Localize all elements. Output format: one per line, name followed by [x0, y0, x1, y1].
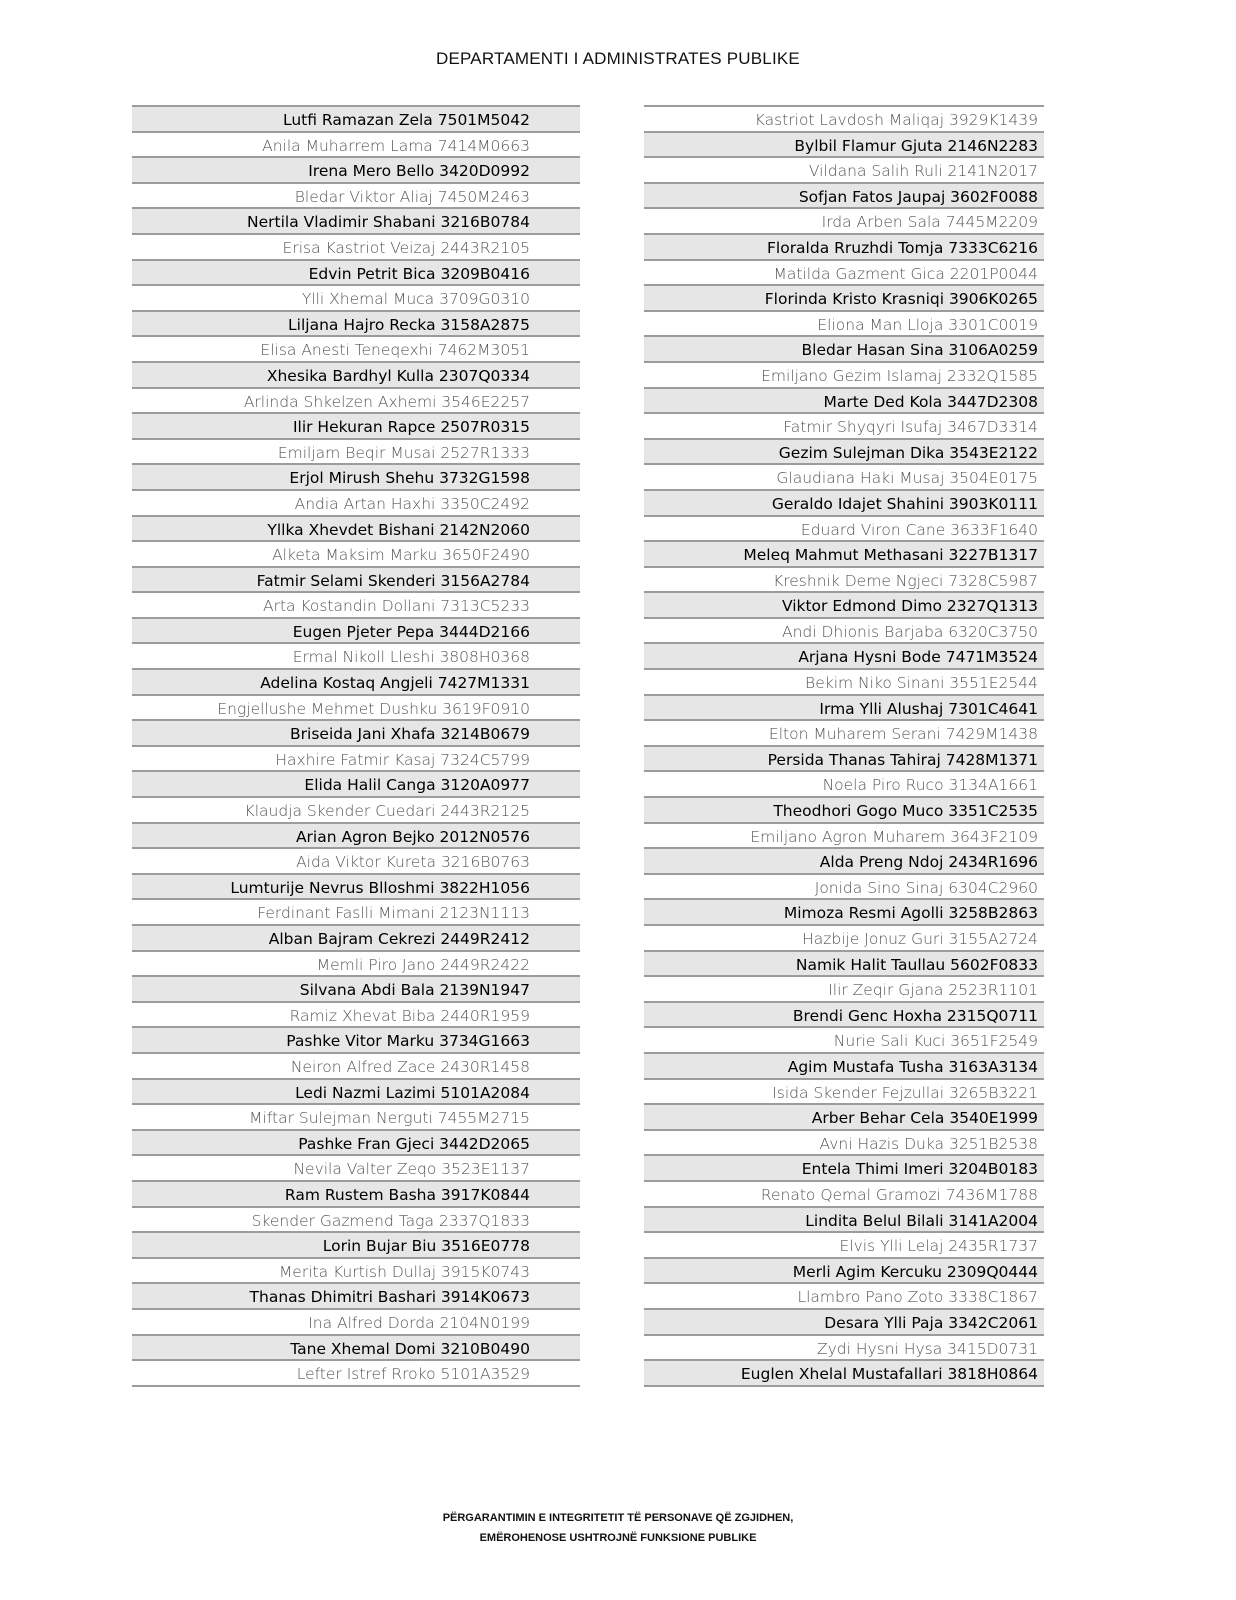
list-item: Meleq Mahmut Methasani 3227B1317 [644, 540, 1044, 566]
list-item: Alda Preng Ndoj 2434R1696 [644, 847, 1044, 873]
list-item: Bledar Viktor Aliaj 7450M2463 [132, 182, 580, 208]
list-item: Elvis Ylli Lelaj 2435R1737 [644, 1231, 1044, 1257]
list-end-rule [644, 1385, 1044, 1387]
list-item: Fatmir Shyqyri Isufaj 3467D3314 [644, 412, 1044, 438]
list-item: Matilda Gazment Gica 2201P0044 [644, 259, 1044, 285]
list-item: Alketa Maksim Marku 3650F2490 [132, 540, 580, 566]
list-item: Viktor Edmond Dimo 2327Q1313 [644, 591, 1044, 617]
list-item: Sofjan Fatos Jaupaj 3602F0088 [644, 182, 1044, 208]
list-item: Ermal Nikoll Lleshi 3808H0368 [132, 642, 580, 668]
list-item: Lutfi Ramazan Zela 7501M5042 [132, 105, 580, 131]
list-item: Klaudja Skender Cuedari 2443R2125 [132, 796, 580, 822]
list-item: Hazbije Jonuz Guri 3155A2724 [644, 924, 1044, 950]
list-item: Bylbil Flamur Gjuta 2146N2283 [644, 131, 1044, 157]
list-item: Erjol Mirush Shehu 3732G1598 [132, 463, 580, 489]
list-item: Theodhori Gogo Muco 3351C2535 [644, 796, 1044, 822]
list-item: Kastriot Lavdosh Maliqaj 3929K1439 [644, 105, 1044, 131]
list-item: Isida Skender Fejzullai 3265B3221 [644, 1078, 1044, 1104]
left-name-list [132, 105, 580, 1387]
list-item: Aida Viktor Kureta 3216B0763 [132, 847, 580, 873]
list-item: Arlinda Shkelzen Axhemi 3546E2257 [132, 387, 580, 413]
list-item: Nertila Vladimir Shabani 3216B0784 [132, 207, 580, 233]
list-item: Arjana Hysni Bode 7471M3524 [644, 642, 1044, 668]
list-item: Pashke Fran Gjeci 3442D2065 [132, 1129, 580, 1155]
list-item: Lumturije Nevrus Blloshmi 3822H1056 [132, 873, 580, 899]
list-item: Namik Halit Taullau 5602F0833 [644, 950, 1044, 976]
list-item: Glaudiana Haki Musaj 3504E0175 [644, 463, 1044, 489]
list-item: Pashke Vitor Marku 3734G1663 [132, 1026, 580, 1052]
list-item: Brendi Genc Hoxha 2315Q0711 [644, 1001, 1044, 1027]
list-item: Mimoza Resmi Agolli 3258B2863 [644, 898, 1044, 924]
footer-line-1: PËRGARANTIMIN E INTEGRITETIT TË PERSONAVE QË ZGJIDHEN, [442, 1512, 794, 1524]
list-item: Euglen Xhelal Mustafallari 3818H0864 [644, 1359, 1044, 1385]
list-item: Floralda Rruzhdi Tomja 7333C6216 [644, 233, 1044, 259]
list-item: Emiljano Agron Muharem 3643F2109 [644, 822, 1044, 848]
list-item: Desara Ylli Paja 3342C2061 [644, 1308, 1044, 1334]
list-item: Eugen Pjeter Pepa 3444D2166 [132, 617, 580, 643]
list-item: Edvin Petrit Bica 3209B0416 [132, 259, 580, 285]
list-item: Persida Thanas Tahiraj 7428M1371 [644, 745, 1044, 771]
list-item: Gezim Sulejman Dika 3543E2122 [644, 438, 1044, 464]
list-item: Arian Agron Bejko 2012N0576 [132, 822, 580, 848]
list-item: Memli Piro Jano 2449R2422 [132, 950, 580, 976]
list-item: Tane Xhemal Domi 3210B0490 [132, 1334, 580, 1360]
list-item: Merita Kurtish Dullaj 3915K0743 [132, 1257, 580, 1283]
footer [0, 1508, 1236, 1548]
page-title: DEPARTAMENTI I ADMINISTRATES PUBLIKE [436, 49, 800, 68]
list-item: Kreshnik Deme Ngjeci 7328C5987 [644, 566, 1044, 592]
list-item: Elida Halil Canga 3120A0977 [132, 770, 580, 796]
list-item: Emiljam Beqir Musai 2527R1333 [132, 438, 580, 464]
list-item: Alban Bajram Cekrezi 2449R2412 [132, 924, 580, 950]
list-item: Ledi Nazmi Lazimi 5101A2084 [132, 1078, 580, 1104]
list-item: Nurie Sali Kuci 3651F2549 [644, 1026, 1044, 1052]
list-item: Florinda Kristo Krasniqi 3906K0265 [644, 284, 1044, 310]
list-item: Anila Muharrem Lama 7414M0663 [132, 131, 580, 157]
list-item: Thanas Dhimitri Bashari 3914K0673 [132, 1282, 580, 1308]
list-item: Erisa Kastriot Veizaj 2443R2105 [132, 233, 580, 259]
list-item: Marte Ded Kola 3447D2308 [644, 387, 1044, 413]
list-item: Noela Piro Ruco 3134A1661 [644, 770, 1044, 796]
list-item: Briseida Jani Xhafa 3214B0679 [132, 719, 580, 745]
list-item: Eliona Man Lloja 3301C0019 [644, 310, 1044, 336]
list-item: Ram Rustem Basha 3917K0844 [132, 1180, 580, 1206]
list-item: Lefter Istref Rroko 5101A3529 [132, 1359, 580, 1385]
list-item: Renato Qemal Gramozi 7436M1788 [644, 1180, 1044, 1206]
list-item: Engjellushe Mehmet Dushku 3619F0910 [132, 694, 580, 720]
list-item: Bledar Hasan Sina 3106A0259 [644, 335, 1044, 361]
list-item: Irena Mero Bello 3420D0992 [132, 156, 580, 182]
list-end-rule [132, 1385, 580, 1387]
list-item: Llambro Pano Zoto 3338C1867 [644, 1282, 1044, 1308]
list-item: Arber Behar Cela 3540E1999 [644, 1103, 1044, 1129]
list-item: Skender Gazmend Taga 2337Q1833 [132, 1206, 580, 1232]
list-item: Andia Artan Haxhi 3350C2492 [132, 489, 580, 515]
list-item: Ylli Xhemal Muca 3709G0310 [132, 284, 580, 310]
list-item: Merli Agim Kercuku 2309Q0444 [644, 1257, 1044, 1283]
list-item: Xhesika Bardhyl Kulla 2307Q0334 [132, 361, 580, 387]
list-item: Irda Arben Sala 7445M2209 [644, 207, 1044, 233]
list-item: Elisa Anesti Teneqexhi 7462M3051 [132, 335, 580, 361]
list-item: Zydi Hysni Hysa 3415D0731 [644, 1334, 1044, 1360]
list-item: Irma Ylli Alushaj 7301C4641 [644, 694, 1044, 720]
list-item: Ramiz Xhevat Biba 2440R1959 [132, 1001, 580, 1027]
right-name-list [644, 105, 1044, 1387]
list-item: Bekim Niko Sinani 3551E2544 [644, 668, 1044, 694]
list-item: Agim Mustafa Tusha 3163A3134 [644, 1052, 1044, 1078]
list-item: Yllka Xhevdet Bishani 2142N2060 [132, 515, 580, 541]
list-item: Andi Dhionis Barjaba 6320C3750 [644, 617, 1044, 643]
list-item: Lindita Belul Bilali 3141A2004 [644, 1206, 1044, 1232]
list-item: Avni Hazis Duka 3251B2538 [644, 1129, 1044, 1155]
list-item: Neiron Alfred Zace 2430R1458 [132, 1052, 580, 1078]
footer-line-2: EMËROHENOSE USHTROJNË FUNKSIONE PUBLIKE [479, 1532, 757, 1544]
list-item: Entela Thimi Imeri 3204B0183 [644, 1154, 1044, 1180]
list-item: Ilir Zeqir Gjana 2523R1101 [644, 975, 1044, 1001]
list-item: Eduard Viron Cane 3633F1640 [644, 515, 1044, 541]
list-item: Jonida Sino Sinaj 6304C2960 [644, 873, 1044, 899]
list-item: Miftar Sulejman Nerguti 7455M2715 [132, 1103, 580, 1129]
list-item: Emiljano Gezim Islamaj 2332Q1585 [644, 361, 1044, 387]
list-item: Lorin Bujar Biu 3516E0778 [132, 1231, 580, 1257]
list-item: Nevila Valter Zeqo 3523E1137 [132, 1154, 580, 1180]
list-item: Elton Muharem Serani 7429M1438 [644, 719, 1044, 745]
list-item: Adelina Kostaq Angjeli 7427M1331 [132, 668, 580, 694]
list-item: Geraldo Idajet Shahini 3903K0111 [644, 489, 1044, 515]
list-item: Liljana Hajro Recka 3158A2875 [132, 310, 580, 336]
list-item: Vildana Salih Ruli 2141N2017 [644, 156, 1044, 182]
list-item: Silvana Abdi Bala 2139N1947 [132, 975, 580, 1001]
list-item: Ina Alfred Dorda 2104N0199 [132, 1308, 580, 1334]
list-item: Fatmir Selami Skenderi 3156A2784 [132, 566, 580, 592]
list-item: Ferdinant Faslli Mimani 2123N1113 [132, 898, 580, 924]
list-item: Ilir Hekuran Rapce 2507R0315 [132, 412, 580, 438]
list-item: Arta Kostandin Dollani 7313C5233 [132, 591, 580, 617]
list-item: Haxhire Fatmir Kasaj 7324C5799 [132, 745, 580, 771]
